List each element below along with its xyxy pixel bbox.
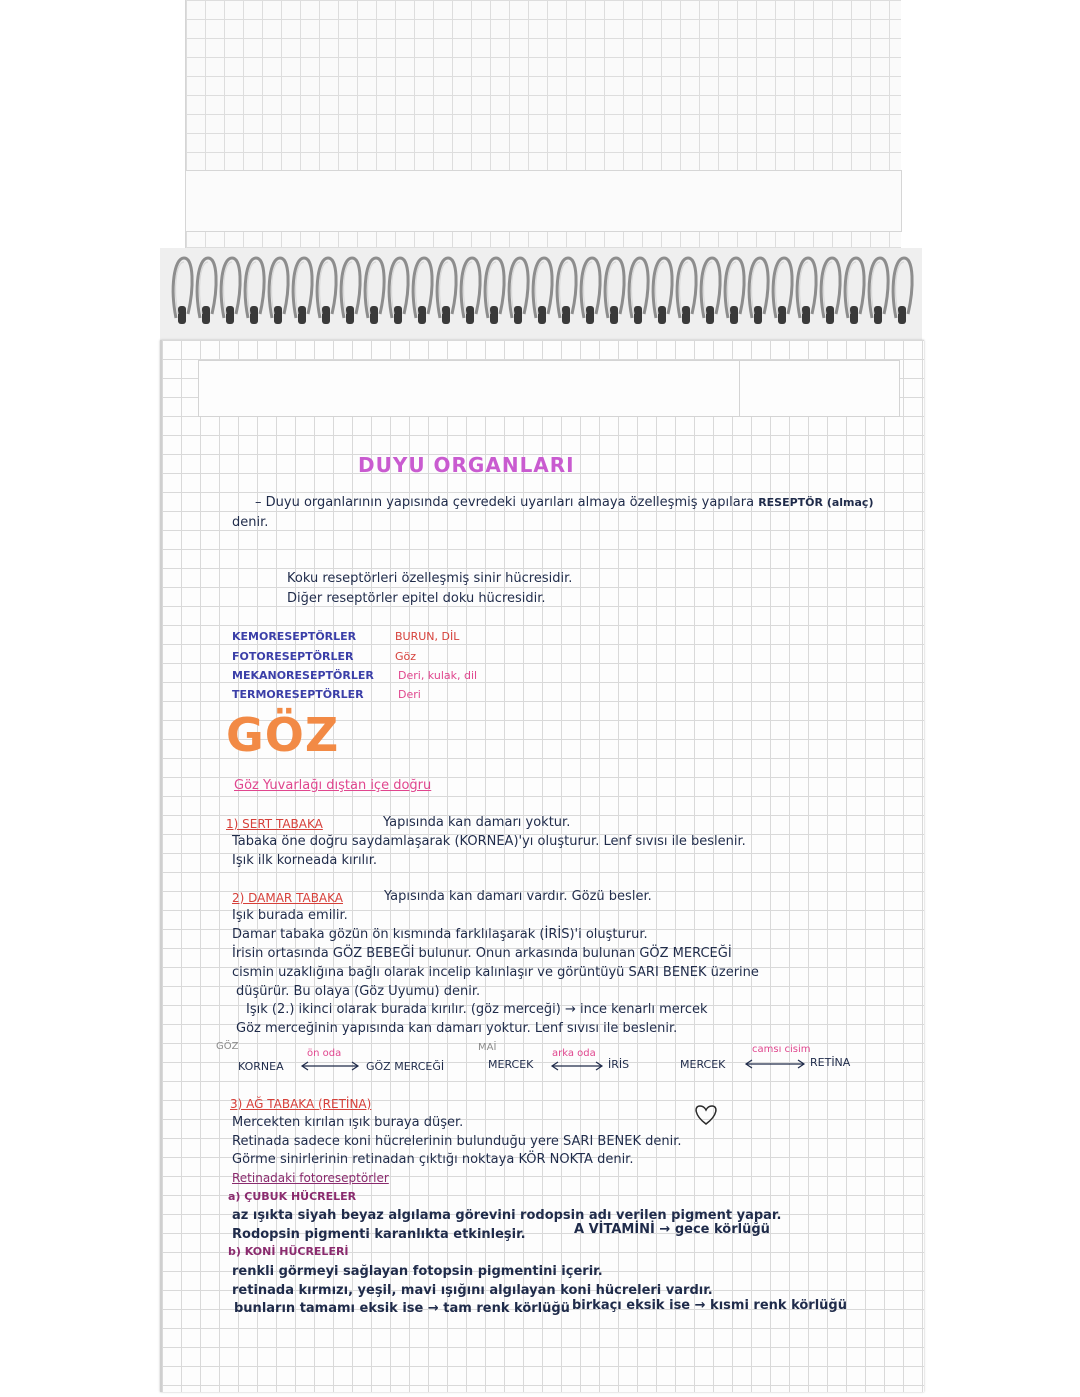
header-box: [198, 360, 900, 417]
damar-line8: Göz merceğinin yapısında kan damarı yoktur. Lenf sıvısı ile beslenir.: [236, 1021, 678, 1036]
spiral-coil: [581, 258, 600, 324]
intro-line1: – Duyu organlarının yapısında çevredeki uyarıları almaya özelleşmiş yapılara: [255, 495, 755, 510]
koni-line4: birkaçı eksik ise → kısmi renk körlüğü: [572, 1298, 847, 1313]
heart-doodle-icon: [690, 1098, 722, 1130]
receptor-organs-kemo: BURUN, DİL: [395, 630, 460, 643]
spiral-coil: [173, 258, 192, 324]
eye-ball-heading: Göz Yuvarlağı dıştan içe doğru: [234, 778, 432, 793]
spiral-coil: [485, 258, 504, 324]
spiral-coil: [221, 258, 240, 324]
spiral-coil: [773, 258, 792, 324]
receptor-organs-foto: Göz: [395, 650, 417, 663]
sert-heading: 1) SERT TABAKA: [226, 817, 323, 831]
spiral-coil: [701, 258, 720, 324]
damar-line6: düşürür. Bu olaya (Göz Uyumu) denir.: [236, 984, 481, 999]
damar-line2: Işık burada emilir.: [232, 908, 348, 923]
ag-line3: Görme sinirlerinin retinadan çıktığı noktaya KÖR NOKTA denir.: [232, 1152, 634, 1167]
spiral-coil: [629, 258, 648, 324]
spiral-coil: [749, 258, 768, 324]
ag-heading: 3) AĞ TABAKA (RETİNA): [230, 1097, 372, 1111]
damar-heading: 2) DAMAR TABAKA: [232, 891, 343, 905]
ag-line4: Retinadaki fotoreseptörler: [232, 1171, 389, 1185]
spiral-coil: [437, 258, 456, 324]
spiral-coil: [317, 258, 336, 324]
spiral-coil: [245, 258, 264, 324]
flow-mercek-1: MERCEK: [488, 1058, 534, 1071]
spiral-binding: [160, 248, 922, 340]
spiral-coil: [869, 258, 888, 324]
spiral-coil: [293, 258, 312, 324]
note-line2: Diğer reseptörler epitel doku hücresidir.: [287, 591, 546, 606]
spiral-coil: [677, 258, 696, 324]
spiral-coil: [893, 258, 912, 324]
damar-line3: Damar tabaka gözün ön kısmında farklılaşarak (İRİS)'i oluşturur.: [232, 927, 648, 942]
receptor-name-foto: FOTORESEPTÖRLER: [232, 650, 354, 663]
flow-iris: İRİS: [608, 1058, 630, 1071]
ag-line1: Mercekten kırılan ışık buraya düşer.: [232, 1115, 464, 1130]
flow-mai: MAİ: [478, 1042, 497, 1053]
flow-kornea: KORNEA: [238, 1060, 284, 1073]
section-title-goz: GÖZ: [226, 708, 340, 762]
damar-line4: İrisin ortasında GÖZ BEBEĞİ bulunur. Onun arkasında bulunan GÖZ MERCEĞİ: [232, 946, 732, 961]
sert-line3: Işık ilk korneada kırılır.: [232, 853, 378, 868]
spiral-coil: [797, 258, 816, 324]
koni-line2: retinada kırmızı, yeşil, mavi ışığını algılayan koni hücreleri vardır.: [232, 1283, 713, 1298]
intro-text: [255, 495, 873, 510]
spiral-coil: [461, 258, 480, 324]
receptor-organs-termo: Deri: [398, 688, 421, 701]
spiral-coil: [389, 258, 408, 324]
flow-label-on-oda: ön oda: [307, 1048, 342, 1059]
flow-label-camsi-cisim: camsı cisim: [752, 1044, 811, 1055]
damar-line1: Yapısında kan damarı vardır. Gözü besler.: [384, 889, 652, 904]
spiral-coil: [533, 258, 552, 324]
flow-small-label: GÖZ: [216, 1041, 239, 1052]
spiral-coil: [557, 258, 576, 324]
sert-line2: Tabaka öne doğru saydamlaşarak (KORNEA)'yı oluşturur. Lenf sıvısı ile beslenir.: [232, 834, 746, 849]
receptor-name-termo: TERMORESEPTÖRLER: [232, 688, 364, 701]
receptor-name-mekano: MEKANORESEPTÖRLER: [232, 669, 374, 682]
intro-term: RESEPTÖR (almaç): [758, 496, 874, 509]
header-box-divider: [739, 361, 740, 416]
cubuk-heading: a) ÇUBUK HÜCRELER: [228, 1190, 357, 1203]
flow-mercek-2: MERCEK: [680, 1058, 726, 1071]
flow-goz-mercegi: GÖZ MERCEĞİ: [366, 1060, 445, 1073]
koni-heading: b) KONİ HÜCRELERİ: [228, 1245, 349, 1258]
previous-page-box: [185, 170, 902, 232]
page-title: DUYU ORGANLARI: [358, 453, 575, 477]
damar-line7: Işık (2.) ikinci olarak burada kırılır. (göz merceği) → ince kenarlı mercek: [246, 1002, 708, 1017]
cubuk-line3: A VİTAMİNİ → gece körlüğü: [574, 1222, 770, 1237]
spiral-coil: [341, 258, 360, 324]
intro-line2: denir.: [232, 515, 269, 530]
sert-line1: Yapısında kan damarı yoktur.: [383, 815, 571, 830]
spiral-coil: [653, 258, 672, 324]
spiral-coil: [725, 258, 744, 324]
receptor-organs-mekano: Deri, kulak, dil: [398, 669, 478, 682]
flow-label-arka-oda: arka oda: [552, 1048, 596, 1059]
spiral-coil: [845, 258, 864, 324]
note-line1: Koku reseptörleri özelleşmiş sinir hücresidir.: [287, 571, 573, 586]
koni-line1: renkli görmeyi sağlayan fotopsin pigmentini içerir.: [232, 1264, 603, 1279]
spiral-coil: [269, 258, 288, 324]
cubuk-line2: Rodopsin pigmenti karanlıkta etkinleşir.: [232, 1227, 526, 1242]
flow-arrow-1: [300, 1058, 362, 1072]
spiral-coil: [821, 258, 840, 324]
flow-arrow-2: [550, 1058, 606, 1072]
flow-arrow-3: [744, 1056, 808, 1070]
damar-line5: cismin uzaklığına bağlı olarak incelip kalınlaşır ve görüntüyü SARI BENEK üzerine: [232, 965, 759, 980]
ag-line2: Retinada sadece koni hücrelerinin bulunduğu yere SARI BENEK denir.: [232, 1134, 682, 1149]
flow-retina: RETİNA: [810, 1056, 851, 1069]
cubuk-line1: az ışıkta siyah beyaz algılama görevini rodopsin adı verilen pigment yapar.: [232, 1208, 782, 1223]
koni-line3: bunların tamamı eksik ise → tam renk körlüğü: [234, 1301, 570, 1316]
spiral-coil: [197, 258, 216, 324]
spiral-coil: [605, 258, 624, 324]
spiral-coil: [413, 258, 432, 324]
receptor-name-kemo: KEMORESEPTÖRLER: [232, 630, 357, 643]
spiral-coils: [160, 248, 922, 340]
spiral-coil: [365, 258, 384, 324]
spiral-coil: [509, 258, 528, 324]
